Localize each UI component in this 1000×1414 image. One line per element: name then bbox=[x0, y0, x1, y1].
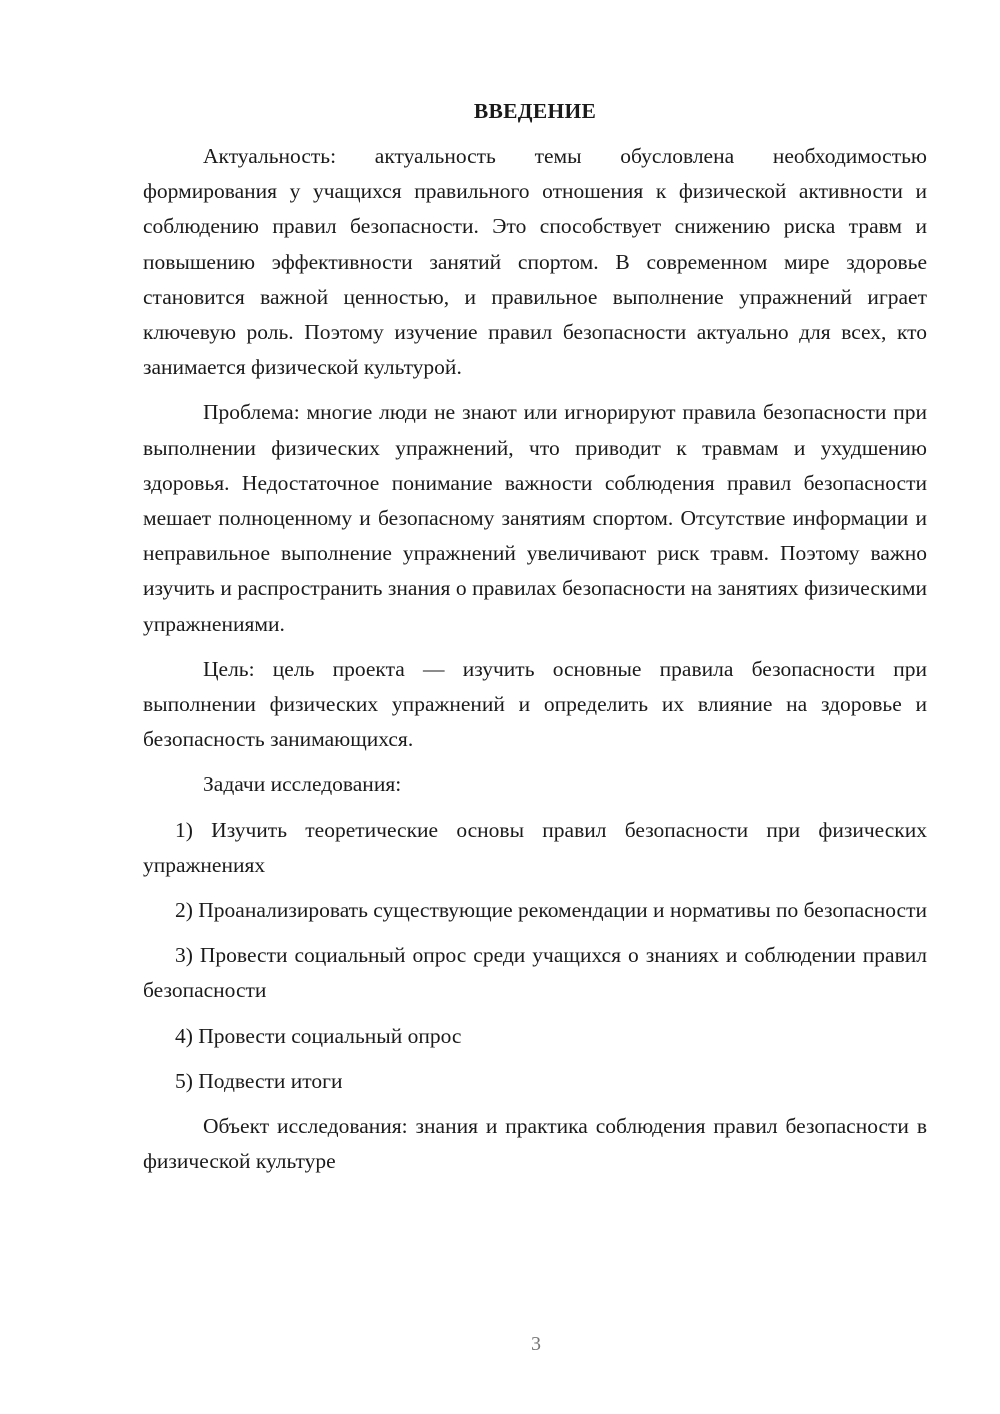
object-paragraph: Объект исследования: знания и практика соблюдения правил безопасности в физической культуре bbox=[143, 1114, 927, 1174]
task-item-1: 1) Изучить теоретические основы правил безопасности при физических упражнениях bbox=[143, 817, 927, 877]
tasks-heading: Задачи исследования: bbox=[203, 772, 402, 797]
relevance-paragraph: Актуальность: актуальность темы обусловлена необходимостью формирования у учащихся правильного отношения к физической активности и соблюдению правил безопасности. Это способствует снижению риска травм и повышению эффективности занятий спортом. В современном мире здоровье становится важной ценностью, и правильное выполнение упражнений играет ключевую роль. Поэтому изучение правил безопасности актуально для всех, кто занимается физической культурой. bbox=[143, 144, 927, 380]
task-item-4: 4) Провести социальный опрос bbox=[175, 1023, 462, 1048]
page-number: 3 bbox=[531, 1333, 541, 1355]
page-title: ВВЕДЕНИЕ bbox=[473, 99, 597, 123]
goal-paragraph: Цель: цель проекта — изучить основные правила безопасности при выполнении физических упражнений и определить их влияние на здоровье и безопасность занимающихся. bbox=[143, 656, 927, 752]
document-page bbox=[143, 94, 927, 1189]
task-item-5: 5) Подвести итоги bbox=[175, 1068, 343, 1093]
task-item-3: 3) Провести социальный опрос среди учащихся о знаниях и соблюдении правил безопасности bbox=[143, 943, 927, 1003]
problem-paragraph: Проблема: многие люди не знают или игнорируют правила безопасности при выполнении физических упражнений, что приводит к травмам и ухудшению здоровья. Недостаточное понимание важности соблюдения правил безопасности мешает полноценному и безопасному занятиям спортом. Отсутствие информации и неправильное выполнение упражнений увеличивают риск травм. Поэтому важно изучить и распространить знания о правилах безопасности на занятиях физическими упражнениями. bbox=[143, 400, 927, 636]
task-item-2: 2) Проанализировать существующие рекомендации и нормативы по безопасности bbox=[175, 898, 927, 923]
